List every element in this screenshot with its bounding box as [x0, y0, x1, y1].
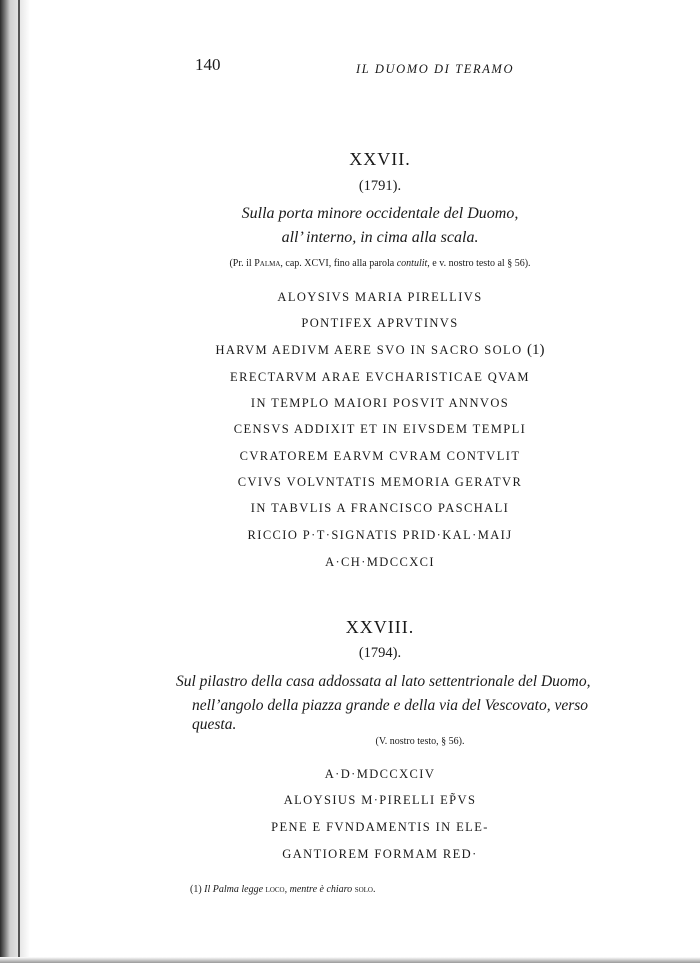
- inscription-line: ALOYSIVS MARIA PIRELLIVS: [277, 290, 483, 304]
- inscription-line: PENE E FVNDAMENTIS IN ELE-: [271, 820, 489, 834]
- section-numeral-xxviii: XXVIII.: [345, 617, 415, 637]
- page-bottom-edge: [0, 957, 700, 963]
- section-numeral-xxvii: XXVII.: [349, 149, 411, 169]
- inscription-line: IN TABVLIS A FRANCISCO PASCHALI: [250, 501, 510, 515]
- inscription-line: A·D·MDCCXCIV: [324, 767, 436, 781]
- inscription-line: ERECTARVM ARAE EVCHARISTICAE QVAM: [230, 370, 530, 384]
- section-year-1794: (1794).: [358, 645, 402, 661]
- source-reference: (Pr. il Palma, cap. XCVI, fino alla parola contulit, e v. nostro testo al § 56).: [229, 258, 531, 269]
- inscription-line: GANTIOREM FORMAM RED·: [282, 847, 478, 861]
- footnote-reference-mark: (1): [527, 342, 545, 358]
- inscription-line: CVRATOREM EARVM CVRAM CONTVLIT: [239, 449, 521, 463]
- caption-line-1: Sulla porta minore occidentale del Duomo,: [241, 205, 519, 222]
- inscription-line: A·CH·MDCCXCI: [325, 555, 435, 569]
- page-number: 140: [195, 55, 221, 74]
- section-year-1791: (1791).: [358, 178, 402, 194]
- caption-line-2: all’ interno, in cima alla scala.: [281, 229, 479, 246]
- caption-line-2: nell’angolo della piazza grande e della via del Vescovato, verso: [192, 697, 589, 714]
- running-title: IL DUOMO DI TERAMO: [356, 62, 515, 76]
- inscription-line: PONTIFEX APRVTINVS: [301, 316, 459, 330]
- inscription-line: IN TEMPLO MAIORI POSVIT ANNVOS: [250, 396, 510, 410]
- caption-line-1: Sul pilastro della casa addossata al lato settentrionale del Duomo,: [176, 673, 591, 690]
- source-reference: (V. nostro testo, § 56).: [375, 736, 465, 747]
- inscription-line: CENSVS ADDIXIT ET IN EIVSDEM TEMPLI: [233, 422, 527, 436]
- footnote: (1) Il Palma legge loco, mentre è chiaro solo.: [190, 884, 376, 895]
- inscription-line: HARVM AEDIVM AERE SVO IN SACRO SOLO (1): [215, 342, 545, 358]
- inscription-line: CVIVS VOLVNTATIS MEMORIA GERATVR: [237, 475, 523, 489]
- caption-line-3: questa.: [192, 716, 237, 733]
- binding-line: [18, 0, 20, 963]
- inscription-line: ALOYSIUS M·PIRELLI EP̃VS: [283, 793, 477, 807]
- inscription-line: RICCIO P·T·SIGNATIS PRID·KAL·MAIJ: [247, 528, 513, 542]
